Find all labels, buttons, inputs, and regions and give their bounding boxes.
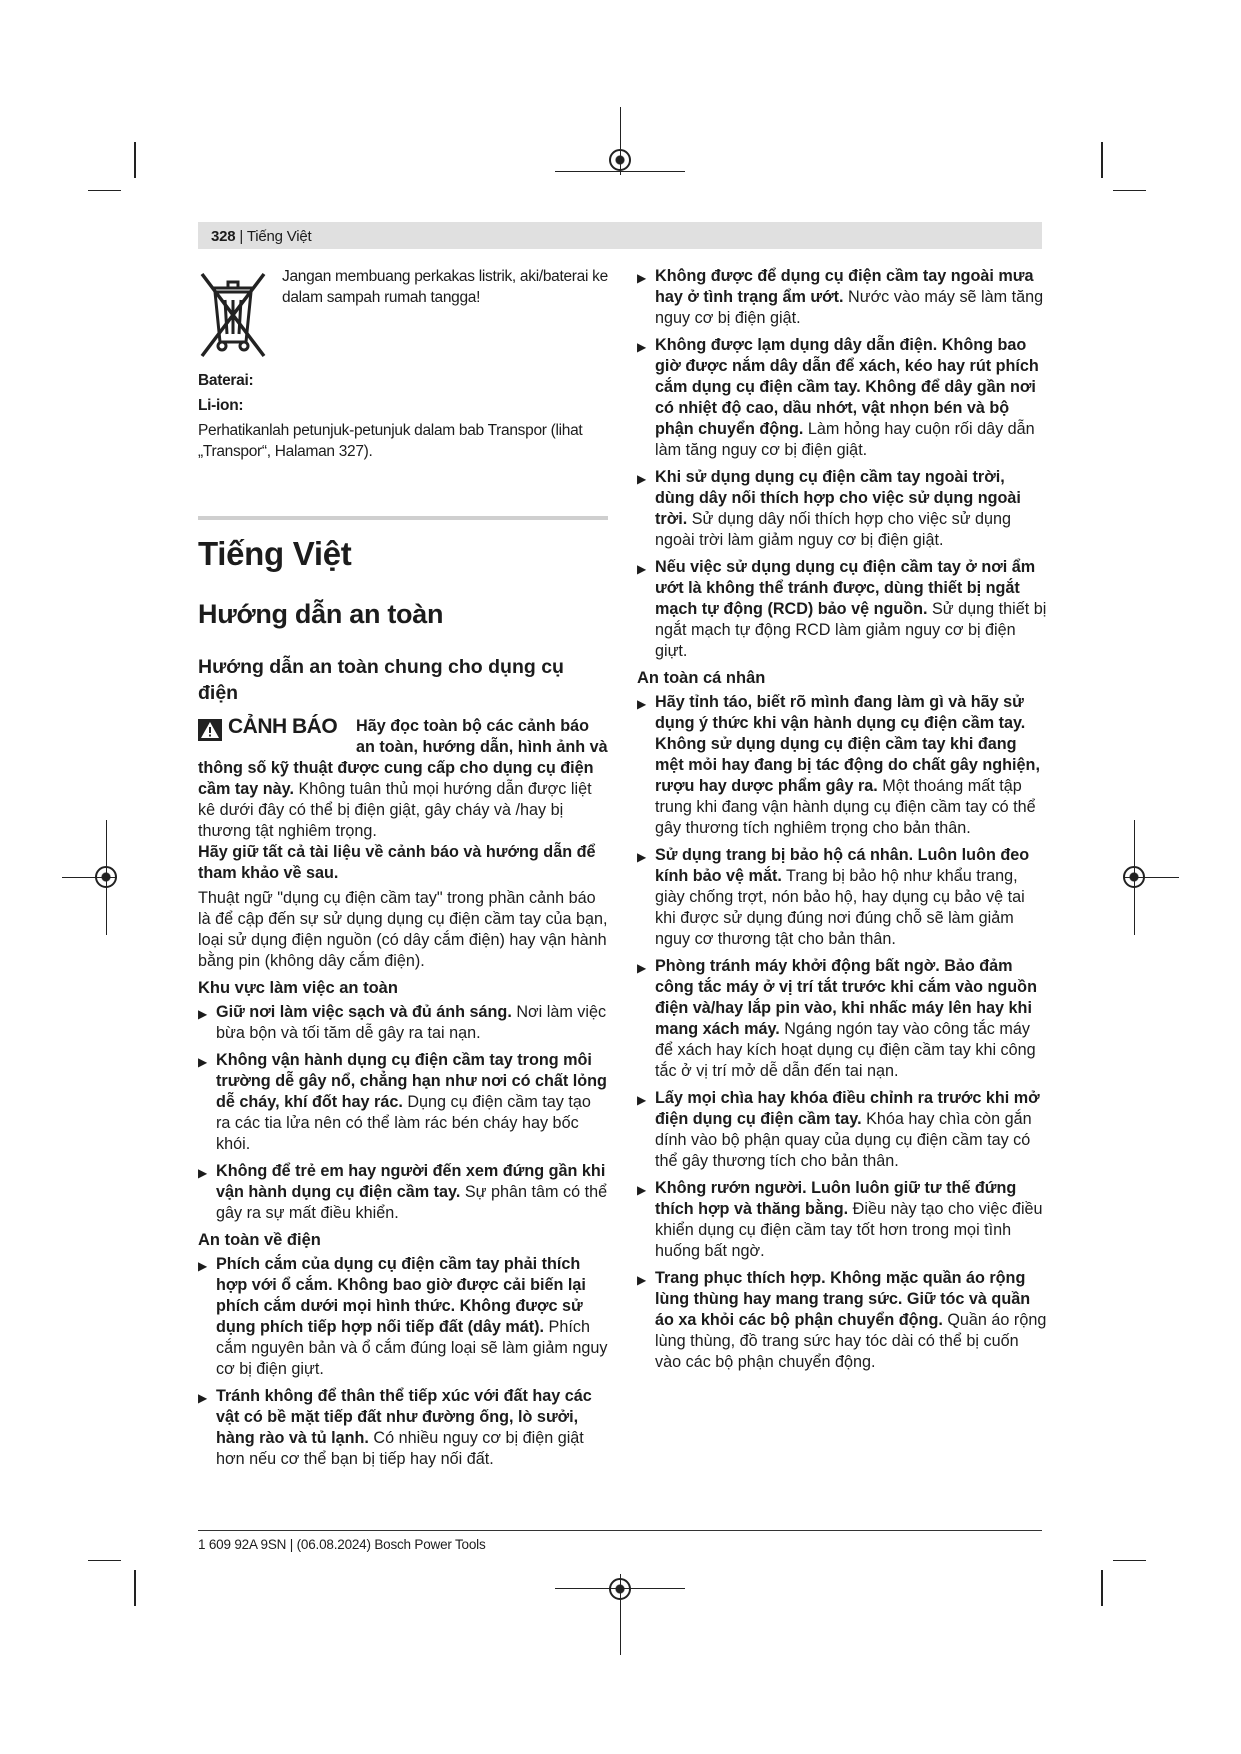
header-separator: |	[235, 228, 247, 245]
page-header-bar	[198, 222, 1042, 249]
item-text: Khóa hay chìa còn gắn dính vào bộ phận quay của dụng cụ điện cầm tay có thể gây thương tích cho bản thân.	[655, 1110, 1032, 1170]
list-item	[637, 1088, 1047, 1172]
bullet-arrow-icon: ▶	[637, 271, 647, 285]
list-item	[637, 692, 1047, 839]
battery-text: Perhatikanlah petunjuk-petunjuk dalam bab Transpor (lihat „Transpor“, Halaman 327).	[198, 422, 583, 460]
section-divider	[198, 516, 608, 520]
bullet-arrow-icon: ▶	[198, 1166, 208, 1180]
item-bold: Khi sử dụng dụng cụ điện cầm tay ngoài trời, dùng dây nối thích hợp cho việc sử dụng ngoài trời.	[655, 468, 1021, 528]
list-item	[198, 1254, 608, 1380]
left-column	[198, 266, 608, 1476]
crossed-out-wheelie-bin-icon	[198, 266, 268, 358]
battery-subheading: Li-ion:	[198, 397, 244, 414]
item-bold: Giữ nơi làm việc sạch và đủ ánh sáng.	[216, 1003, 512, 1021]
list-item	[637, 845, 1047, 950]
crop-mark	[134, 142, 136, 178]
page-footer: 1 609 92A 9SN | (06.08.2024) Bosch Power Tools	[198, 1537, 486, 1552]
personal-list	[637, 692, 1047, 1373]
item-bold: Không được lạm dụng dây dẫn điện. Không bao giờ được nắm dây dẫn để xách, kéo hay rút phích cắm dụng cụ điện cầm tay. Không để dây gần nơi có nhiệt độ cao, dầu nhớt, vật nhọn bén và bộ phận chuyển động.	[655, 336, 1039, 438]
right-column	[637, 266, 1047, 1379]
item-bold: Trang phục thích hợp. Không mặc quần áo rộng lùng thùng hay mang trang sức. Giữ tóc và quần áo xa khỏi các bộ phận chuyển động.	[655, 1269, 1031, 1329]
item-text: Phích cắm nguyên bản và ổ cắm đúng loại sẽ làm giảm nguy cơ bị điện giựt.	[216, 1318, 608, 1378]
item-text: Điều này tạo cho việc điều khiển dụng cụ điện cầm tay tốt hơn trong mọi tình huống bất ngờ.	[655, 1200, 1043, 1260]
list-item	[637, 1268, 1047, 1373]
item-text: Một thoáng mất tập trung khi đang vận hành dụng cụ điện cầm tay có thể gây thương tích nghiêm trọng cho bản thân.	[655, 777, 1036, 837]
item-text: Nước vào máy sẽ làm tăng nguy cơ bị điện giật.	[655, 288, 1044, 327]
bullet-arrow-icon: ▶	[637, 340, 647, 354]
item-bold: Tránh không để thân thể tiếp xúc với đất hay các vật có bề mặt tiếp đất như đường ống, lò sưởi, hàng rào và tủ lạnh.	[216, 1387, 592, 1447]
list-item	[637, 266, 1047, 329]
list-item	[637, 467, 1047, 551]
warning-block	[198, 716, 608, 972]
warning-label-text: CẢNH BÁO	[228, 715, 338, 738]
item-text: Quần áo rộng lùng thùng, đồ trang sức hay tóc dài có thể bị cuốn vào các bộ phận chuyển động.	[655, 1311, 1047, 1371]
section-title: Tiếng Việt	[198, 535, 352, 572]
item-text: Trang bị bảo hộ như khẩu trang, giày chống trợt, nón bảo hộ, hay dụng cụ bảo vệ tai khi được sử dụng đúng nơi đúng chỗ sẽ làm giảm nguy cơ thương tật cho bản thân.	[655, 867, 1025, 948]
crop-mark	[1113, 190, 1146, 191]
footer-rule	[198, 1530, 1042, 1531]
item-bold: Hãy tỉnh táo, biết rõ mình đang làm gì và hãy sử dụng ý thức khi vận hành dụng cụ điện cầm tay. Không sử dụng dụng cụ điện cầm tay khi đang mệt mỏi hay đang bị tác động do chất gây nghiện, rượu hay dược phẩm gây ra.	[655, 693, 1040, 795]
registration-target-icon	[95, 866, 117, 888]
item-bold: Lấy mọi chìa hay khóa điều chỉnh ra trước khi mở điện dụng cụ điện cầm tay.	[655, 1089, 1040, 1128]
item-text: Dụng cụ điện cầm tay tạo ra các tia lửa nên có thể làm rác bén cháy hay bốc khói.	[216, 1093, 591, 1153]
item-bold: Phích cắm của dụng cụ điện cầm tay phải thích hợp với ổ cắm. Không bao giờ được cải biến lại phích cắm dưới mọi hình thức. Không được sử dụng phích tiếp hợp nối tiếp đất (dây mát).	[216, 1255, 586, 1336]
header-language: Tiếng Việt	[246, 228, 312, 245]
section-subtitle: Hướng dẫn an toàn	[198, 599, 444, 629]
crop-mark	[88, 190, 121, 191]
item-bold: Sử dụng trang bị bảo hộ cá nhân. Luôn luôn đeo kính bảo vệ mắt.	[655, 846, 1030, 885]
bullet-arrow-icon: ▶	[637, 1183, 647, 1197]
bullet-arrow-icon: ▶	[637, 697, 647, 711]
bullet-arrow-icon: ▶	[637, 562, 647, 576]
item-bold: Nếu việc sử dụng dụng cụ điện cầm tay ở nơi ẩm ướt là không thể tránh được, dùng thiết bị ngắt mạch tự động (RCD) bảo vệ nguồn.	[655, 558, 1036, 618]
registration-target-icon	[1123, 866, 1145, 888]
list-item	[637, 557, 1047, 662]
disposal-text: Jangan membuang perkakas listrik, aki/baterai ke dalam sampah rumah tangga!	[282, 268, 608, 306]
item-text: Nơi làm việc bừa bộn và tối tăm dễ gây ra tai nạn.	[216, 1003, 607, 1042]
registration-line	[620, 1600, 621, 1655]
registration-target-icon	[609, 149, 631, 171]
item-bold: Không để trẻ em hay người đến xem đứng gần khi vận hành dụng cụ điện cầm tay.	[216, 1162, 606, 1201]
list-item	[198, 1386, 608, 1470]
page-header	[211, 228, 312, 245]
item-text: Sử dụng thiết bị ngắt mạch tự động RCD làm giảm nguy cơ bị điện giựt.	[655, 600, 1047, 660]
item-bold: Không rướn người. Luôn luôn giữ tư thế đứng thích hợp và thăng bằng.	[655, 1179, 1017, 1218]
list-item	[198, 1161, 608, 1224]
item-bold: Phòng tránh máy khởi động bất ngờ. Bảo đảm công tắc máy ở vị trí tắt trước khi cắm vào nguồn điện và/hay lắp pin vào, khi nhấc máy lên hay khi mang xách máy.	[655, 957, 1037, 1038]
bullet-arrow-icon: ▶	[198, 1259, 208, 1273]
crop-mark	[88, 1560, 121, 1561]
warning-term-definition: Thuật ngữ "dụng cụ điện cầm tay" trong phần cảnh báo là để cập đến sự sử dụng dụng cụ điện cầm tay của bạn, loại sử dụng điện nguồn (có dây cắm điện) hay vận hành bằng pin (không dây cắm điện).	[198, 889, 608, 970]
crop-mark	[1113, 1560, 1146, 1561]
bullet-arrow-icon: ▶	[198, 1055, 208, 1069]
item-text: Ngáng ngón tay vào công tắc máy để xách hay kích hoạt dụng cụ điện cầm tay khi công tắc ở vị trí mở dễ dẫn đến tai nạn.	[655, 1020, 1036, 1080]
list-item	[198, 1050, 608, 1155]
list-item	[637, 1178, 1047, 1262]
page-number: 328	[211, 228, 236, 245]
warning-keep-docs: Hãy giữ tất cả tài liệu về cảnh báo và hướng dẫn để tham khảo về sau.	[198, 843, 596, 882]
electrical-list-left	[198, 1254, 608, 1470]
bullet-arrow-icon: ▶	[637, 1093, 647, 1107]
bullet-arrow-icon: ▶	[198, 1391, 208, 1405]
work-area-list	[198, 1002, 608, 1224]
disposal-notice	[198, 266, 608, 358]
item-text: Làm hỏng hay cuộn rối dây dẫn làm tăng nguy cơ bị điện giật.	[655, 420, 1035, 459]
item-bold: Không được để dụng cụ điện cầm tay ngoài mưa hay ở tình trạng ẩm ướt.	[655, 267, 1034, 306]
warning-bold: Hãy đọc toàn bộ các cảnh báo an toàn, hướng dẫn, hình ảnh và thông số kỹ thuật được cung cấp cho dụng cụ điện cầm tay này.	[198, 717, 608, 798]
item-text: Có nhiều nguy cơ bị điện giật hơn nếu cơ thể bạn bị tiếp hay nối đất.	[216, 1429, 584, 1468]
crop-mark	[1101, 1570, 1103, 1606]
item-text: Sự phân tâm có thể gây ra sự mất điều khiển.	[216, 1183, 608, 1222]
bullet-arrow-icon: ▶	[637, 961, 647, 975]
bullet-arrow-icon: ▶	[637, 1273, 647, 1287]
crop-mark	[134, 1570, 136, 1606]
personal-heading: An toàn cá nhân	[637, 669, 766, 687]
warning-triangle-icon	[198, 719, 222, 741]
electrical-list-right	[637, 266, 1047, 662]
bullet-arrow-icon: ▶	[637, 850, 647, 864]
warning-text: Không tuân thủ mọi hướng dẫn được liệt kê dưới đây có thể bị điện giật, gây cháy và /hay bị thương tật nghiêm trọng.	[198, 780, 592, 840]
work-area-heading: Khu vực làm việc an toàn	[198, 979, 398, 997]
list-item	[637, 956, 1047, 1082]
bullet-arrow-icon: ▶	[637, 472, 647, 486]
item-text: Sử dụng dây nối thích hợp cho việc sử dụng ngoài trời làm giảm nguy cơ bị điện giật.	[655, 510, 1012, 549]
battery-heading: Baterai:	[198, 372, 254, 389]
warning-label	[198, 716, 356, 758]
registration-target-icon	[609, 1578, 631, 1600]
electrical-heading: An toàn về điện	[198, 1231, 321, 1249]
section-subsubtitle: Hướng dẫn an toàn chung cho dụng cụ điện	[198, 656, 564, 704]
crop-mark	[1101, 142, 1103, 178]
bullet-arrow-icon: ▶	[198, 1007, 208, 1021]
item-bold: Không vận hành dụng cụ điện cầm tay trong môi trường dễ gây nổ, chẳng hạn như nơi có chất lỏng dễ cháy, khí đốt hay rác.	[216, 1051, 607, 1111]
list-item	[198, 1002, 608, 1044]
list-item	[637, 335, 1047, 461]
